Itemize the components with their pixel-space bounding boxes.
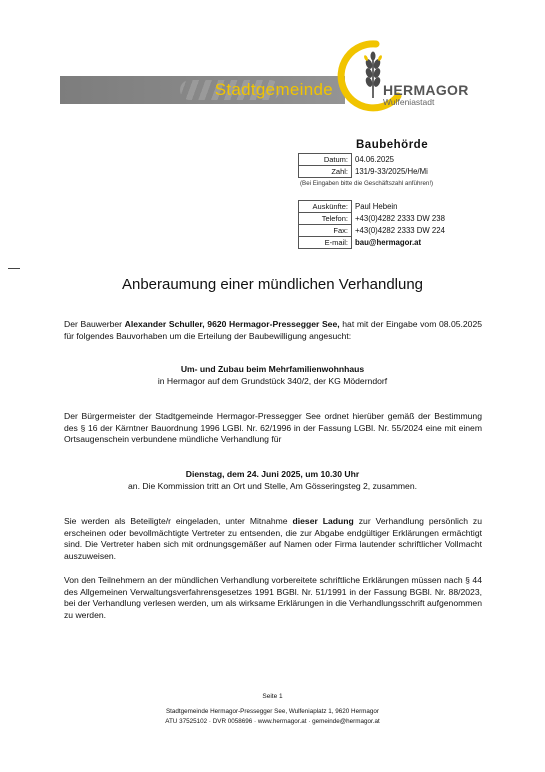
reference-hint: (Bei Eingaben bitte die Geschäftszahl anführen!) [300,180,434,187]
page-number: Seite 1 [262,693,283,700]
meta-row-phone [299,213,509,225]
hearing-date: Dienstag, dem 24. Juni 2025, um 10.30 Uhr [185,469,360,479]
footer-identifiers: ATU 37525102 · DVR 0058696 · www.hermagor.at · gemeinde@hermagor.at [165,718,380,725]
meta-label: Zahl: [299,166,352,178]
meta-value: 04.06.2025 [352,154,509,166]
meta-row-reference [299,166,509,178]
meta-label: Telefon: [299,213,352,225]
applicant-name: Alexander Schuller, 9620 Hermagor-Pressegger See, [124,319,340,329]
authority-heading: Baubehörde [356,139,429,151]
project-location: in Hermagor auf dem Grundstück 340/2, der KG Möderndorf [157,376,388,386]
paragraph-text: Sie werden als Beteiligte/r eingeladen, unter Mitnahme [64,516,293,526]
project-title: Um- und Zubau beim Mehrfamilienwohnhaus [180,364,365,374]
paragraph-text: hat mit der Eingabe vom 08.05.2025 für folgendes Bauvorhaben um die Erteilung der Baubewilligung angesucht: [64,319,483,341]
meta-row-fax [299,225,509,237]
meta-value: 131/9-33/2025/He/Mi [352,166,509,178]
meta-label: Fax: [299,225,352,237]
brand-name: HERMAGOR [383,82,469,98]
header-banner [60,76,345,104]
meta-label: Datum: [299,154,352,166]
meta-value: +43(0)4282 2333 DW 238 [352,213,509,225]
paragraph-text: Der Bauwerber [64,319,125,329]
footer-address: Stadtgemeinde Hermagor-Pressegger See, Wulfeniaplatz 1, 9620 Hermagor [165,708,380,715]
meta-value: Paul Hebein [352,201,509,213]
document-title: Anberaumung einer mündlichen Verhandlung [121,276,424,293]
reference-table [298,153,508,178]
paragraph-text: zur Verhandlung persönlich zu erscheinen oder bevollmächtigte Vertreter zu entsenden, die zur Abgabe endgültiger Erklärungen ermächtigt sind. Die Vertreter haben sich mit ordnungsgemäßer auf Namen oder Firma lautender schriftlicher Vollmacht auszuweisen. [64,516,483,561]
contact-table [298,200,508,249]
banner-text: Stadtgemeinde [214,80,333,99]
paragraph-application [64,319,482,342]
emphasis-text: dieser Ladung [292,516,354,526]
paragraph-invitation [64,516,482,562]
fold-mark [8,268,20,269]
meta-label: E-mail: [299,237,352,249]
email-link[interactable]: bau@hermagor.at [352,237,509,249]
meta-label: Auskünfte: [299,201,352,213]
meta-row-date [299,154,509,166]
meta-row-email [299,237,509,249]
hearing-location: an. Die Kommission tritt an Ort und Stelle, Am Gösseringsteg 2, zusammen. [128,481,417,491]
paragraph-statements: Von den Teilnehmern an der mündlichen Verhandlung vorbereitete schriftliche Erklärungen müssen nach § 44 des Allgemeinen Verwaltungsverfahrensgesetzes 1991 BGBl. Nr. 51/1991 in der Fassung BGBl. Nr. 88/2023, bei der Verhandlung verlesen werden, um als wirksame Erklärungen in die Verhandlungsschrift aufgenommen zu werden. [64,575,482,620]
brand-subtitle: Wulfeniastadt [383,97,435,107]
paragraph-order: Der Bürgermeister der Stadtgemeinde Hermagor-Pressegger See ordnet hierüber gemäß der Bestimmung des § 16 der Kärntner Bauordnung 1996 LGBl. Nr. 62/1996 in der Fassung LGBl. Nr. 55/2024 eine mit einem Ortsaugenschein verbundene mündliche Verhandlung für [64,411,482,445]
meta-row-contact [299,201,509,213]
meta-value: +43(0)4282 2333 DW 224 [352,225,509,237]
